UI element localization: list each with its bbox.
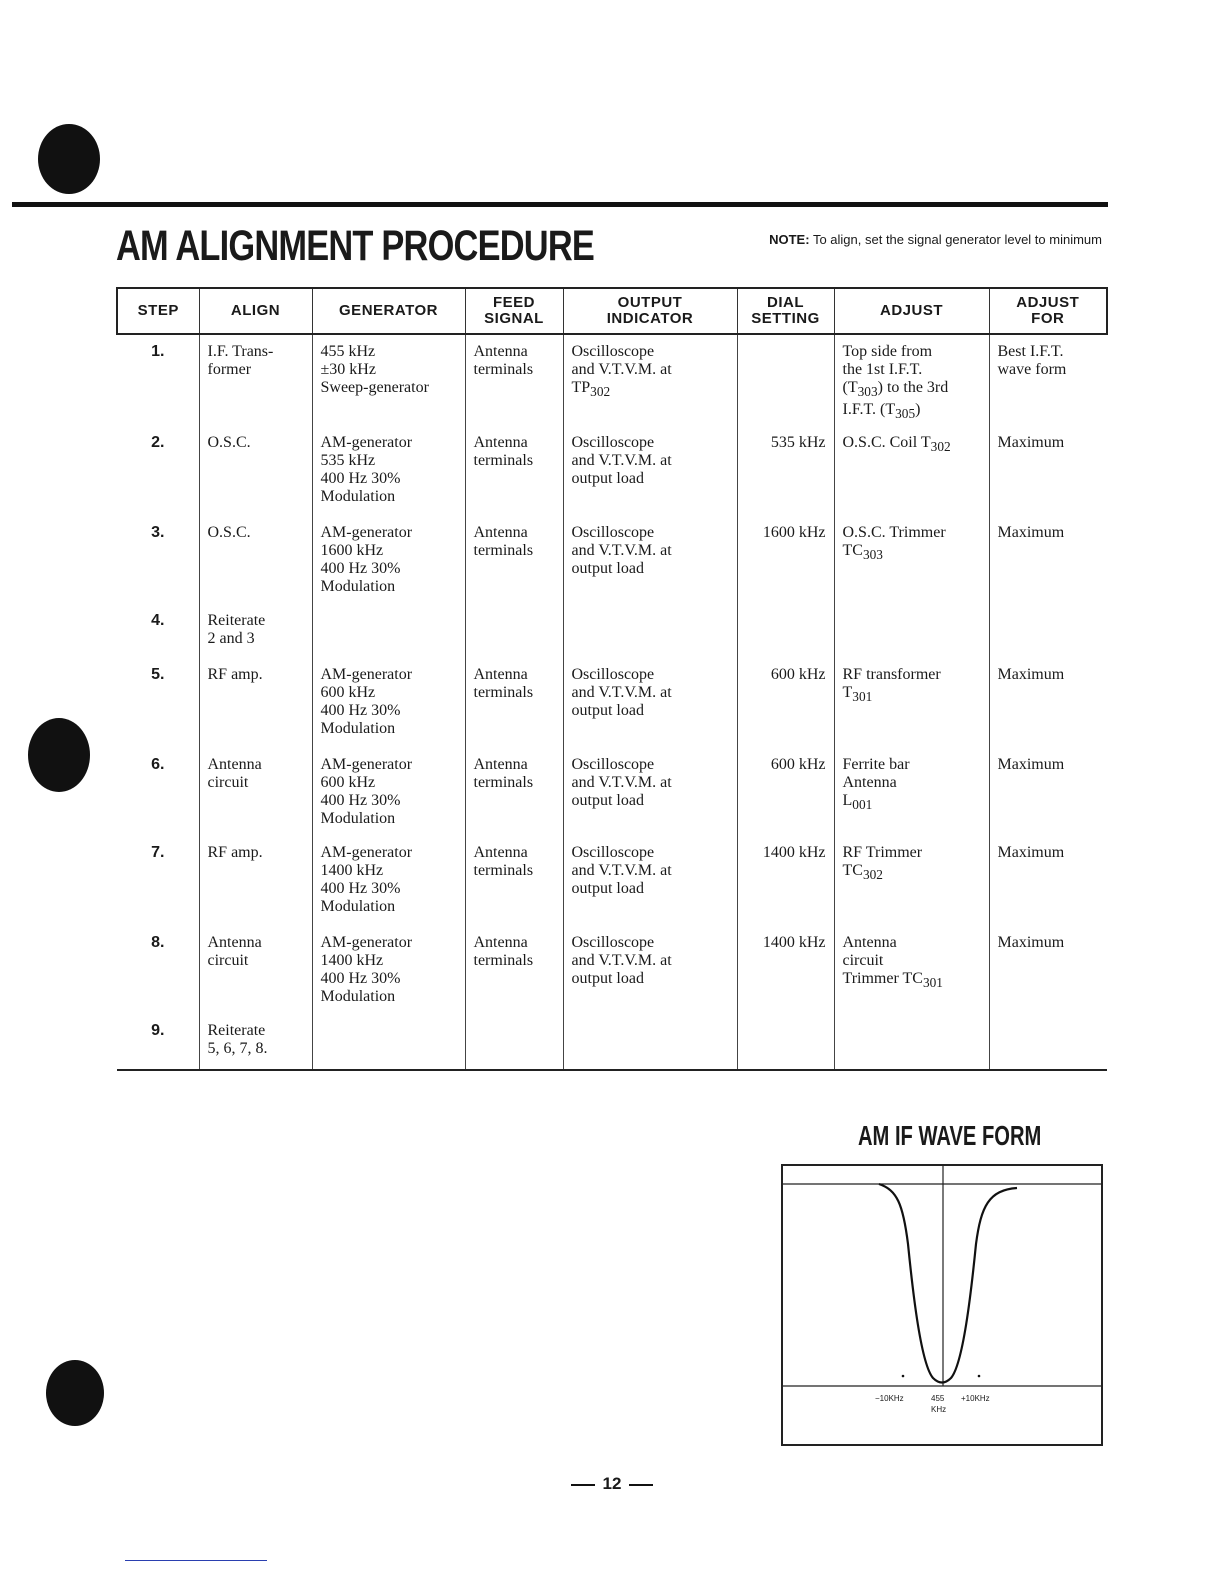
table-row <box>117 834 1107 924</box>
dial-cell: 600 kHz <box>737 746 834 834</box>
generator-cell: AM-generator 600 kHz 400 Hz 30% Modulation <box>312 746 465 834</box>
generator-cell: AM-generator 1400 kHz 400 Hz 30% Modulation <box>312 834 465 924</box>
feed-cell <box>465 1012 563 1070</box>
align-cell: Reiterate 5, 6, 7, 8. <box>199 1012 312 1070</box>
generator-cell: AM-generator 600 kHz 400 Hz 30% Modulation <box>312 656 465 746</box>
punch-hole-bottom <box>46 1360 104 1426</box>
step-number: 9. <box>117 1012 199 1070</box>
dial-cell: 1400 kHz <box>737 924 834 1012</box>
feed-cell: Antenna terminals <box>465 834 563 924</box>
table-row <box>117 424 1107 514</box>
page-number-value: 12 <box>602 1474 622 1493</box>
align-cell: RF amp. <box>199 834 312 924</box>
adjust-cell <box>834 1012 989 1070</box>
waveform-frame <box>782 1165 1102 1445</box>
header-dial-setting: DIAL SETTING <box>737 288 834 334</box>
adjust-for-cell: Maximum <box>989 514 1107 602</box>
alignment-note <box>769 232 1102 247</box>
waveform-label-minus: −10KHz <box>875 1394 904 1403</box>
header-generator: GENERATOR <box>312 288 465 334</box>
adjust-cell: Ferrite bar Antenna $L_{001}$ <box>834 746 989 834</box>
step-number: 3. <box>151 524 165 541</box>
page-number-dash-left <box>571 1484 595 1486</box>
table-header-row <box>117 288 1107 334</box>
adjust-for-cell <box>989 602 1107 656</box>
step-number: 8. <box>151 934 165 951</box>
dial-cell <box>737 334 834 424</box>
dial-cell <box>737 1012 834 1070</box>
feed-cell: Antenna terminals <box>465 656 563 746</box>
output-cell: Oscilloscope and V.T.V.M. at output load <box>563 424 737 514</box>
waveform-curve <box>879 1184 1017 1383</box>
align-cell: RF amp. <box>199 656 312 746</box>
dial-cell: 600 kHz <box>737 656 834 746</box>
adjust-for-cell: Maximum <box>989 656 1107 746</box>
alignment-table <box>116 287 1108 1071</box>
header-adjust-for: ADJUST FOR <box>989 288 1107 334</box>
align-cell: I.F. Trans- former <box>199 334 312 424</box>
page-number-dash-right <box>629 1484 653 1486</box>
table-row <box>117 602 1107 656</box>
note-text: To align, set the signal generator level to minimum <box>812 232 1102 247</box>
adjust-cell: O.S.C. Coil $T_{302}$ <box>834 424 989 514</box>
dial-cell: 1600 kHz <box>737 514 834 602</box>
table-row <box>117 924 1107 1012</box>
adjust-for-cell: Maximum <box>989 924 1107 1012</box>
step-number: 6. <box>151 756 165 773</box>
generator-cell: AM-generator 1600 kHz 400 Hz 30% Modulation <box>312 514 465 602</box>
feed-cell: Antenna terminals <box>465 746 563 834</box>
header-rule <box>12 202 1108 207</box>
dial-cell <box>737 602 834 656</box>
feed-cell: Antenna terminals <box>465 924 563 1012</box>
output-cell: Oscilloscope and V.T.V.M. at $TP_{302}$ <box>563 334 737 424</box>
header-feed-signal: FEED SIGNAL <box>465 288 563 334</box>
output-cell: Oscilloscope and V.T.V.M. at output load <box>563 834 737 924</box>
adjust-cell: RF Trimmer $TC_{302}$ <box>834 834 989 924</box>
step-number: 7. <box>151 844 165 861</box>
waveform-label-unit: KHz <box>931 1405 947 1414</box>
punch-hole-middle <box>28 718 90 792</box>
adjust-for-cell: Maximum <box>989 834 1107 924</box>
header-step: STEP <box>117 288 199 334</box>
adjust-for-cell: Maximum <box>989 424 1107 514</box>
generator-cell <box>312 1012 465 1070</box>
feed-cell: Antenna terminals <box>465 424 563 514</box>
table-row <box>117 1012 1107 1070</box>
adjust-cell: Top side from the 1st I.F.T. $(T_{303})$ to the 3rd I.F.T. $(T_{305})$ <box>834 334 989 424</box>
marker-plus-10khz <box>978 1375 981 1378</box>
adjust-for-cell: Maximum <box>989 746 1107 834</box>
adjust-cell: Antenna circuit Trimmer $TC_{301}$ <box>834 924 989 1012</box>
adjust-cell: O.S.C. Trimmer $TC_{303}$ <box>834 514 989 602</box>
adjust-cell: RF transformer $T_{301}$ <box>834 656 989 746</box>
generator-cell <box>312 602 465 656</box>
dial-cell: 535 kHz <box>737 424 834 514</box>
waveform-diagram <box>781 1164 1103 1446</box>
output-cell: Oscilloscope and V.T.V.M. at output load <box>563 656 737 746</box>
header-align: ALIGN <box>199 288 312 334</box>
marker-minus-10khz <box>902 1375 905 1378</box>
generator-cell: AM-generator 1400 kHz 400 Hz 30% Modulation <box>312 924 465 1012</box>
waveform-label-plus: +10KHz <box>961 1394 990 1403</box>
punch-hole-top <box>38 124 100 194</box>
header-output-indicator: OUTPUT INDICATOR <box>563 288 737 334</box>
output-cell: Oscilloscope and V.T.V.M. at output load <box>563 514 737 602</box>
step-number: 4. <box>151 612 165 629</box>
align-cell: Reiterate 2 and 3 <box>199 602 312 656</box>
align-cell: O.S.C. <box>199 514 312 602</box>
feed-cell: Antenna terminals <box>465 334 563 424</box>
align-cell: O.S.C. <box>199 424 312 514</box>
adjust-cell <box>834 602 989 656</box>
dial-cell: 1400 kHz <box>737 834 834 924</box>
align-cell: Antenna circuit <box>199 746 312 834</box>
adjust-for-cell: Best I.F.T. wave form <box>989 334 1107 424</box>
output-cell: Oscilloscope and V.T.V.M. at output load <box>563 924 737 1012</box>
adjust-for-cell <box>989 1012 1107 1070</box>
table-row <box>117 334 1107 424</box>
step-number: 1. <box>151 343 165 360</box>
step-number: 2. <box>151 434 165 451</box>
output-cell <box>563 602 737 656</box>
page-number <box>560 1474 664 1494</box>
feed-cell <box>465 602 563 656</box>
generator-cell: AM-generator 535 kHz 400 Hz 30% Modulation <box>312 424 465 514</box>
output-cell: Oscilloscope and V.T.V.M. at output load <box>563 746 737 834</box>
align-cell: Antenna circuit <box>199 924 312 1012</box>
table-row <box>117 514 1107 602</box>
generator-cell: 455 kHz ±30 kHz Sweep-generator <box>312 334 465 424</box>
page-title: AM ALIGNMENT PROCEDURE <box>116 222 595 270</box>
waveform-title: AM IF WAVE FORM <box>858 1120 1042 1151</box>
note-label: NOTE: <box>769 232 810 247</box>
waveform-label-center: 455 <box>931 1394 945 1403</box>
table-row <box>117 746 1107 834</box>
bottom-underline <box>125 1560 267 1561</box>
step-number: 5. <box>151 666 165 683</box>
header-adjust: ADJUST <box>834 288 989 334</box>
table-row <box>117 656 1107 746</box>
feed-cell: Antenna terminals <box>465 514 563 602</box>
output-cell <box>563 1012 737 1070</box>
